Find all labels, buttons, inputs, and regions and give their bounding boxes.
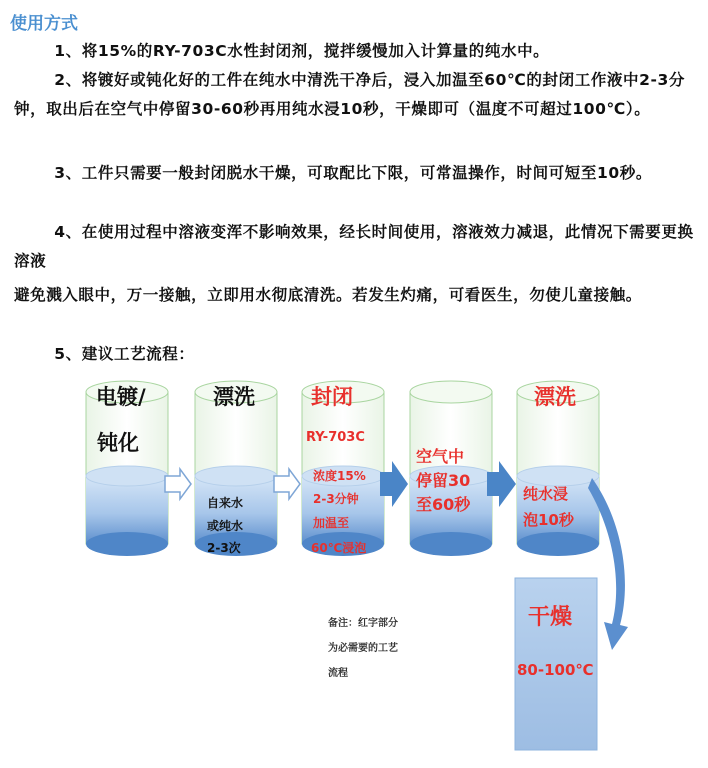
note-line1: 备注：红字部分	[328, 618, 398, 629]
step3-product: RY-703C	[306, 430, 365, 445]
step4-body-line2: 停留30	[416, 471, 471, 490]
paragraph-5: 5、建议工艺流程：	[54, 345, 195, 363]
note-line2: 为必需要的工艺	[328, 643, 398, 654]
step1-title-line2: 钝化	[97, 431, 139, 455]
step2-body-line2: 或纯水	[207, 519, 244, 533]
paragraph-3: 3、工件只需要一般封闭脱水干燥，可取配比下限，可常温操作，时间可短至10秒。	[54, 164, 652, 182]
step6-temp: 80-100℃	[517, 661, 594, 679]
step6-title: 干燥	[528, 605, 573, 630]
step2-title: 漂洗	[213, 385, 255, 409]
arrow-1-icon	[165, 469, 191, 499]
step4-body-line3: 至60秒	[416, 495, 471, 514]
step3-body-line1: 浓度15%	[313, 469, 366, 483]
paragraph-safety: 避免溅入眼中，万一接触，立即用水彻底清洗。若发生灼痛，可看医生，勿使儿童接触。	[14, 286, 642, 304]
step5-title: 漂洗	[534, 385, 576, 409]
step2-body-line1: 自来水	[207, 496, 244, 510]
step3-body-line4: 60℃浸泡	[311, 541, 367, 555]
arrow-2-icon	[274, 469, 300, 499]
step3-body-line3: 加温至	[313, 516, 350, 530]
step2-body-line3: 2-3次	[207, 541, 241, 555]
note-line3: 流程	[328, 668, 348, 679]
paragraph-4: 4、在使用过程中溶液变浑不影响效果，经长时间使用，溶液效力减退，此情况下需要更换溶液	[14, 223, 694, 270]
step3-body-line2: 2-3分钟	[313, 492, 359, 506]
paragraph-1: 1、将15%的RY-703C水性封闭剂，搅拌缓慢加入计算量的纯水中。	[54, 42, 550, 60]
paragraph-2: 2、将镀好或钝化好的工件在纯水中清洗干净后，浸入加温至60℃的封闭工作液中2-3分钟，取出后在空气中停留30-60秒再用纯水浸10秒，干燥即可（温度不可超过100℃）。	[14, 71, 686, 118]
step3-title: 封闭	[311, 385, 353, 409]
step5-body-line2: 泡10秒	[523, 511, 574, 529]
section-title: 使用方式	[10, 14, 78, 34]
step4-body-line1: 空气中	[416, 447, 465, 466]
cylinder-air	[410, 381, 492, 556]
step1-title-line1: 电镀/	[96, 385, 146, 409]
step5-body-line1: 纯水浸	[523, 485, 569, 503]
